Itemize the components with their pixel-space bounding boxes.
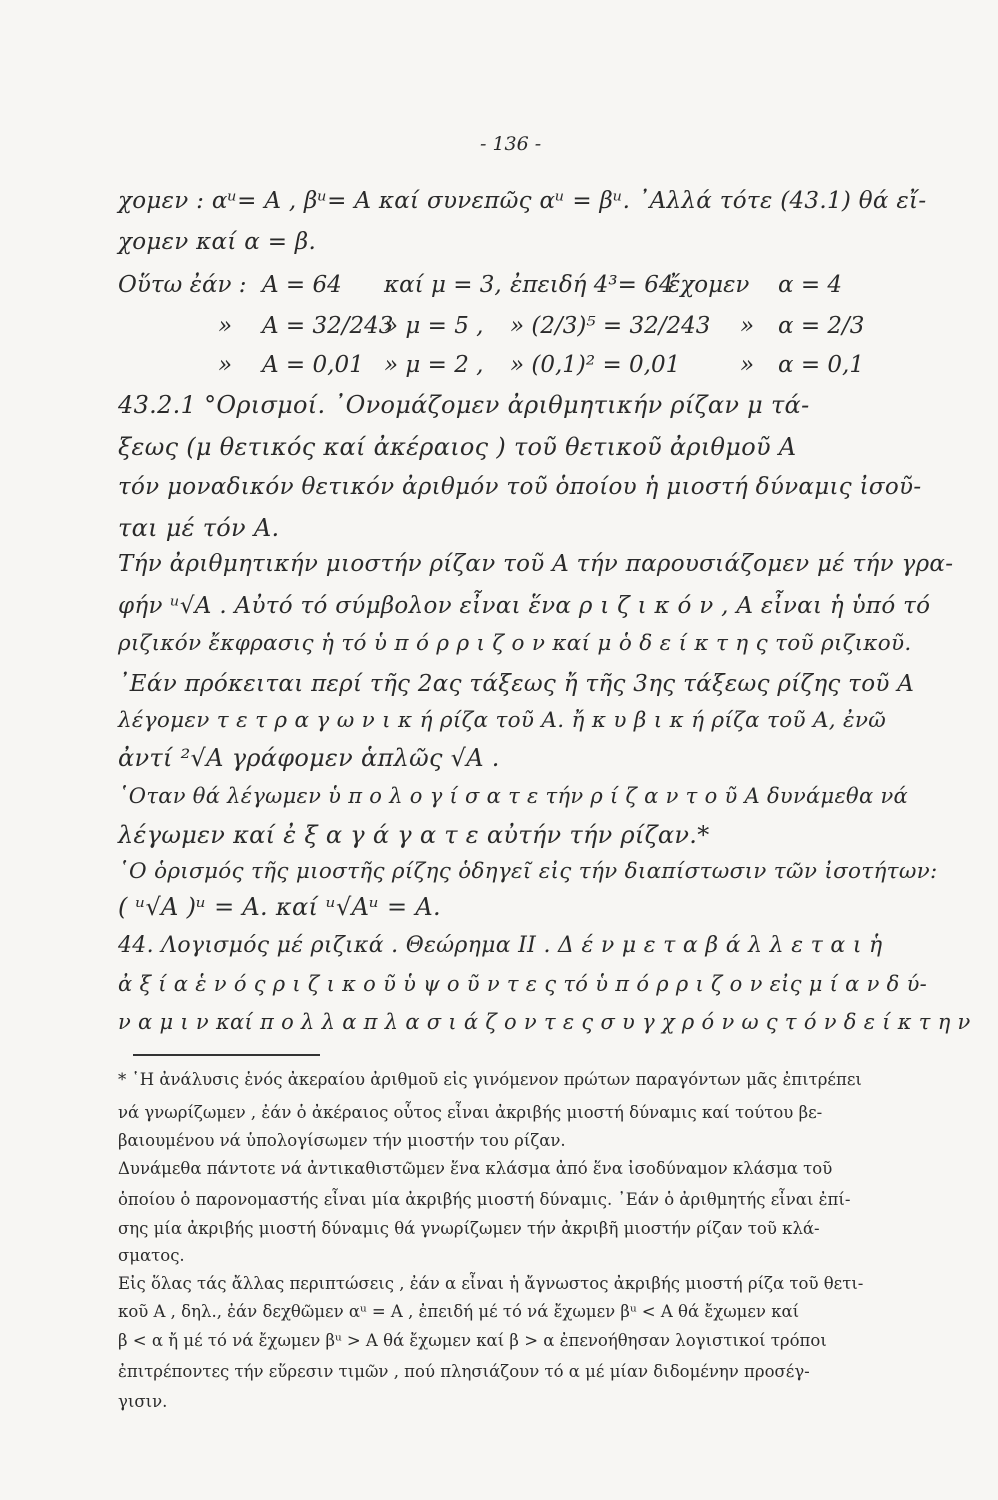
footnote-line: κοῦ A , δηλ., ἐάν δεχθῶμεν αᵘ = A , ἐπειδή μέ τό νά ἔχωμεν βᵘ < A θά ἔχωμεν καί: [118, 1302, 800, 1321]
body-line: λέγομεν τ ε τ ρ α γ ω ν ι κ ή ρίζα τοῦ A. ἤ κ υ β ι κ ή ρίζα τοῦ A, ἐνῶ: [118, 708, 887, 733]
example-mu: καί μ = 3,: [384, 272, 502, 298]
body-line: ῾Ο ὁρισμός τῆς μιοστῆς ρίζης ὁδηγεῖ εἰς τήν διαπίστωσιν τῶν ἰσοτήτων:: [118, 859, 938, 884]
example-a-value: A = 64: [262, 272, 342, 298]
footnote-line: σματος.: [118, 1246, 185, 1265]
body-line: φήν ᵘ√A . Αὐτό τό σύμβολον εἶναι ἕνα ρ ι ζ ι κ ό ν , A εἶναι ἡ ὑπό τό: [118, 593, 931, 619]
body-line: ξεως (μ θετικός καί ἀκέραιος ) τοῦ θετικοῦ ἀριθμοῦ A: [118, 433, 797, 461]
example-alpha: α = 4: [778, 272, 843, 298]
example-mu: » μ = 2 ,: [384, 352, 484, 378]
body-line: ᾿Εάν πρόκειται περί τῆς 2ας τάξεως ἤ τῆς 3ης τάξεως ρίζης τοῦ A: [118, 671, 915, 697]
body-line: ἀντί ²√A γράφομεν ἁπλῶς √A .: [118, 744, 500, 772]
example-mu: » μ = 5 ,: [384, 313, 484, 339]
example-alpha: α = 2/3: [778, 313, 865, 339]
body-line: ῾Οταν θά λέγωμεν ὑ π ο λ ο γ ί σ α τ ε τήν ρ ί ζ α ν τ ο ῦ A δυνάμεθα νά: [118, 784, 908, 808]
examples-intro: Οὕτω ἐάν :: [118, 272, 247, 298]
example-connector: »: [740, 313, 755, 339]
body-line: ται μέ τόν A.: [118, 514, 280, 542]
text-line-1: χομεν : αᵘ= A , βᵘ= A καί συνεπῶς αᵘ = βᵘ. ᾿Αλλά τότε (43.1) θά εἴ-: [118, 188, 927, 214]
footnote-line: σης μία ἀκριβής μιοστή δύναμις θά γνωρίζωμεν τήν ἀκριβῆ μιοστήν ρίζαν τοῦ κλά-: [118, 1219, 820, 1238]
body-line: ριζικόν ἔκφρασις ἡ τό ὑ π ό ρ ρ ι ζ ο ν καί μ ὁ δ ε ί κ τ η ς τοῦ ριζικοῦ.: [118, 631, 912, 656]
body-line: λέγωμεν καί ἐ ξ α γ ά γ α τ ε αὐτήν τήν ρίζαν.*: [118, 821, 710, 849]
footnote-line: νά γνωρίζωμεν , ἐάν ὁ ἀκέραιος οὗτος εἶναι ἀκριβής μιοστή δύναμις καί τούτου βε-: [118, 1103, 823, 1122]
footnote-line: ὁποίου ὁ παρονομαστής εἶναι μία ἀκριβής μιοστή δύναμις. ᾿Εάν ὁ ἀριθμητής εἶναι ἐπί-: [118, 1190, 851, 1209]
definition-heading-line: 43.2.1 °Ορισμοί. ᾿Ονομάζομεν ἀριθμητικήν ρίζαν μ τά-: [118, 391, 810, 419]
example-because: ἐπειδή 4³= 64: [510, 272, 674, 298]
example-a-value: A = 0,01: [262, 352, 364, 378]
page-number: - 136 -: [480, 133, 542, 155]
footnote-line: * ῾Η ἀνάλυσις ἑνός ἀκεραίου ἀριθμοῦ εἰς γινόμενον πρώτων παραγόντων μᾶς ἐπιτρέπει: [118, 1070, 862, 1089]
example-because: » (2/3)⁵ = 32/243: [510, 313, 711, 339]
theorem-heading-line: 44. Λογισμός μέ ριζικά . Θεώρημα II . Δ έ ν μ ε τ α β ά λ λ ε τ α ι ἡ: [118, 933, 883, 958]
footnote-line: γισιν.: [118, 1392, 168, 1411]
footnote-divider: [133, 1054, 320, 1056]
footnote-line: Δυνάμεθα πάντοτε νά ἀντικαθιστῶμεν ἕνα κλάσμα ἀπό ἕνα ἰσοδύναμον κλάσμα τοῦ: [118, 1159, 833, 1178]
footnote-line: ἐπιτρέποντες τήν εὕρεσιν τιμῶν , πού πλησιάζουν τό α μέ μίαν διδομένην προσέγ-: [118, 1362, 810, 1381]
example-ditto-mark: »: [218, 313, 233, 339]
body-line: Τήν ἀριθμητικήν μιοστήν ρίζαν τοῦ A τήν παρουσιάζομεν μέ τήν γρα-: [118, 551, 954, 577]
example-because: » (0,1)² = 0,01: [510, 352, 681, 378]
example-connector: ἔχομεν: [668, 272, 750, 298]
body-line: ἀ ξ ί α ἑ ν ό ς ρ ι ζ ι κ ο ῦ ὑ ψ ο ῦ ν τ ε ς τό ὑ π ό ρ ρ ι ζ ο ν εἰς μ ί α ν δ ύ-: [118, 972, 928, 996]
text-line-2: χομεν καί α = β.: [118, 229, 317, 255]
footnote-line: Εἰς ὅλας τάς ἄλλας περιπτώσεις , ἐάν α εἶναι ἡ ἄγνωστος ἀκριβής μιοστή ρίζα τοῦ θετι-: [118, 1274, 864, 1293]
equalities-line: ( ᵘ√A )ᵘ = A. καί ᵘ√Aᵘ = A.: [118, 893, 441, 921]
example-connector: »: [740, 352, 755, 378]
body-line: ν α μ ι ν καί π ο λ λ α π λ α σ ι ά ζ ο ν τ ε ς σ υ γ χ ρ ό ν ω ς τ ό ν δ ε ί κ τ η ν: [118, 1010, 971, 1034]
body-line: τόν μοναδικόν θετικόν ἀριθμόν τοῦ ὁποίου ἡ μιοστή δύναμις ἰσοῦ-: [118, 474, 922, 500]
example-alpha: α = 0,1: [778, 352, 865, 378]
example-a-value: A = 32/243: [262, 313, 394, 339]
footnote-line: β < α ἤ μέ τό νά ἔχωμεν βᵘ > A θά ἔχωμεν καί β > α ἐπενοήθησαν λογιστικοί τρόποι: [118, 1331, 827, 1350]
example-ditto-mark: »: [218, 352, 233, 378]
footnote-line: βαιουμένου νά ὑπολογίσωμεν τήν μιοστήν του ρίζαν.: [118, 1131, 566, 1150]
